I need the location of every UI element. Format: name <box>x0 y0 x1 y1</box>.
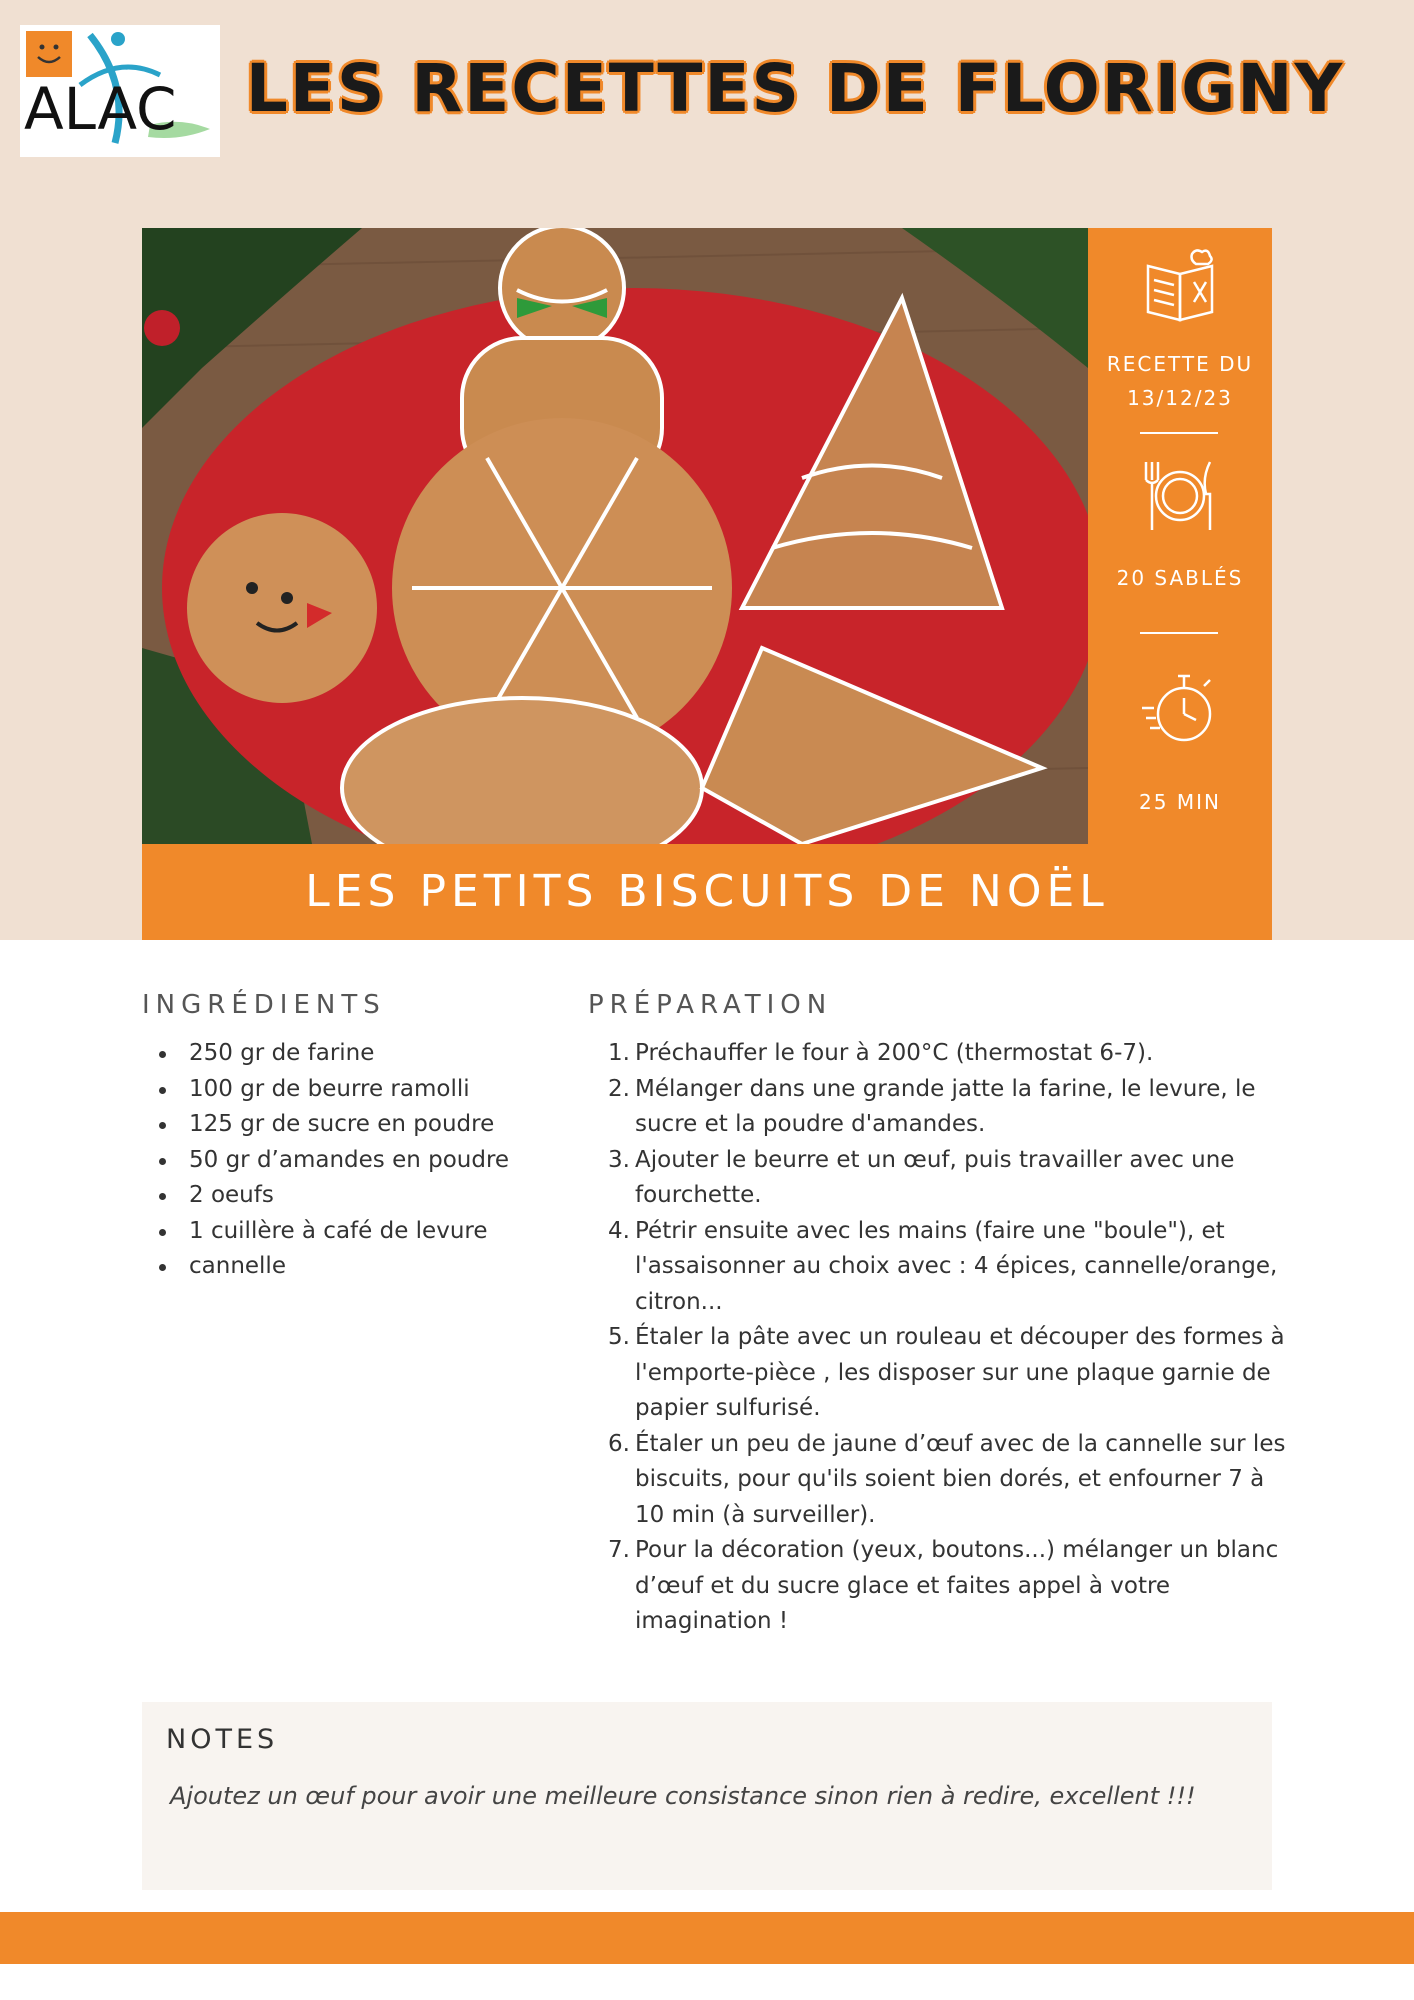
step-text: Préchauffer le four à 200°C (thermostat 6-7). <box>635 1040 1154 1066</box>
recipe-book-icon <box>1140 246 1220 326</box>
step-item <box>588 1072 1288 1143</box>
step-item <box>588 1214 1288 1321</box>
list-item: 1 cuillère à café de levure <box>142 1214 572 1250</box>
alac-logo-icon <box>20 25 220 157</box>
site-title: LES RECETTES DE FLORIGNY <box>245 50 1345 127</box>
step-item <box>588 1143 1288 1214</box>
step-text: Ajouter le beurre et un œuf, puis travailler avec une fourchette. <box>635 1146 1235 1208</box>
step-number: 7. <box>608 1537 630 1563</box>
step-text: Pour la décoration (yeux, boutons...) mélanger un blanc d’œuf et du sucre glace et faites appel à votre imagination ! <box>635 1537 1279 1634</box>
step-item <box>588 1427 1288 1534</box>
separator <box>1140 632 1218 634</box>
step-item <box>588 1533 1288 1640</box>
step-number: 4. <box>608 1217 630 1244</box>
preparation-heading: PRÉPARATION <box>588 990 833 1020</box>
step-text: Étaler la pâte avec un rouleau et découper des formes à l'emporte-pièce , les disposer sur une plaque garnie de papier sulfurisé. <box>635 1324 1285 1421</box>
step-text: Pétrir ensuite avec les mains (faire une "boule"), et l'assaisonner au choix avec : 4 épices, cannelle/orange, citron... <box>635 1217 1278 1315</box>
step-item <box>588 1320 1288 1427</box>
list-item: 250 gr de farine <box>142 1036 572 1072</box>
cook-time: 25 MIN <box>1139 790 1221 814</box>
svg-text:ALAC: ALAC <box>24 75 177 143</box>
recipe-info-panel <box>1088 228 1272 844</box>
footer-band <box>0 1912 1414 1964</box>
hero-photo <box>142 228 1088 844</box>
recipe-date-label: RECETTE DU <box>1106 352 1254 376</box>
preparation-steps <box>588 1036 1288 1640</box>
step-text: Mélanger dans une grande jatte la farine, le levure, le sucre et la poudre d'amandes. <box>635 1075 1256 1137</box>
ingredients-heading: INGRÉDIENTS <box>142 990 386 1020</box>
list-item: 100 gr de beurre ramolli <box>142 1072 572 1108</box>
recipe-title: LES PETITS BISCUITS DE NOËL <box>305 866 1109 917</box>
list-item: 50 gr d’amandes en poudre <box>142 1143 572 1179</box>
notes-box <box>142 1702 1272 1890</box>
recipe-date: 13/12/23 <box>1127 386 1233 410</box>
step-text: Étaler un peu de jaune d’œuf avec de la cannelle sur les biscuits, pour qu'ils soient bien dorés, et enfourner 7 à 10 min (à surveiller). <box>635 1430 1286 1528</box>
step-item <box>588 1036 1288 1072</box>
step-number: 3. <box>608 1146 630 1173</box>
list-item: 125 gr de sucre en poudre <box>142 1107 572 1143</box>
plate-cutlery-icon <box>1140 454 1220 534</box>
step-number: 6. <box>608 1430 630 1457</box>
stopwatch-icon <box>1140 668 1220 748</box>
recipe-title-band <box>142 844 1272 940</box>
gingerbread-cookies-image <box>142 228 1088 844</box>
servings: 20 SABLÉS <box>1116 566 1244 590</box>
logo <box>20 25 220 157</box>
step-number: 5. <box>608 1324 630 1350</box>
ingredients-list <box>142 1036 572 1285</box>
separator <box>1140 432 1218 434</box>
step-number: 1. <box>608 1040 630 1066</box>
list-item: 2 oeufs <box>142 1178 572 1214</box>
list-item: cannelle <box>142 1249 572 1285</box>
step-number: 2. <box>608 1075 630 1102</box>
notes-heading: NOTES <box>166 1724 279 1755</box>
notes-text: Ajoutez un œuf pour avoir une meilleure consistance sinon rien à redire, excellent !!! <box>170 1782 1196 1810</box>
